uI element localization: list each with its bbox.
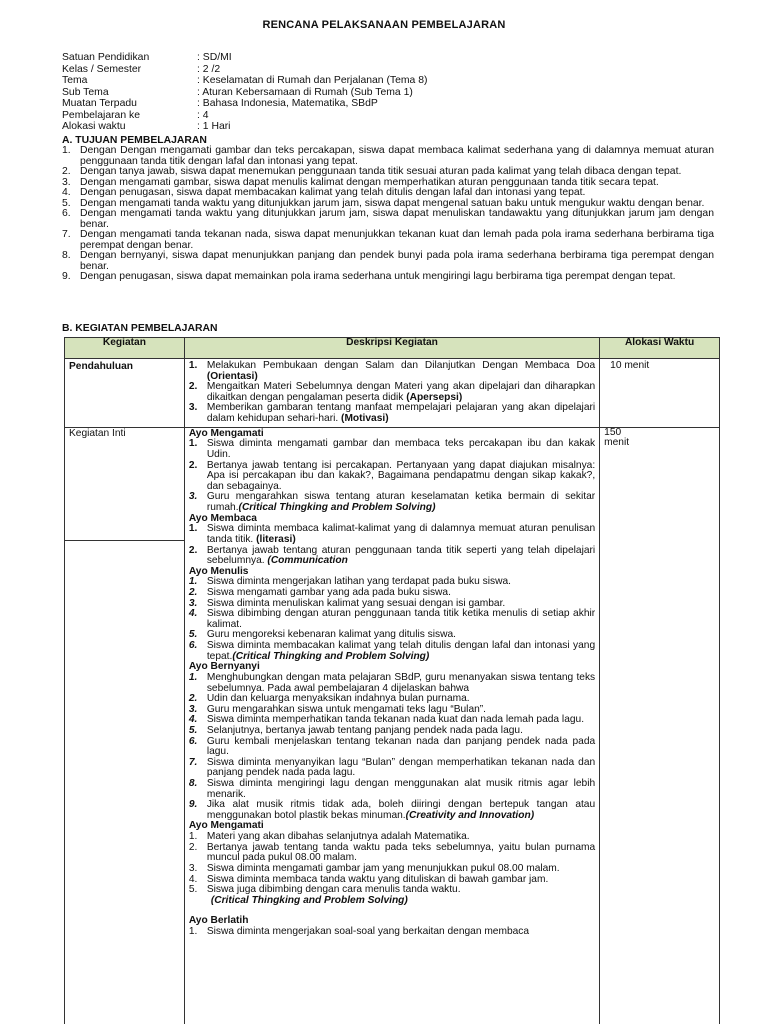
goal-number: 6. [62,208,71,219]
item-text-main: Menghubungkan dengan mata pelajaran SBdP, guru menanyakan siswa tentang teks sebelumnya. Pada awal pembelajaran 4 dijelaskan bahwa [206,672,596,694]
item-text [207,461,595,493]
item-text [207,609,595,630]
table-header-row [65,338,720,359]
list-item [189,843,595,864]
item-text [207,641,595,662]
item-number: 1. [188,523,198,535]
list-item [189,673,595,694]
item-text [207,382,595,403]
item-number: 2. [188,381,198,393]
item-text [207,737,595,758]
item-number: 3. [188,597,198,609]
item-tag: (Orientasi) [206,370,258,382]
pendahuluan-label: Pendahuluan [65,359,185,428]
goal-item [62,167,714,178]
goal-text: Dengan mengamati tanda tekanan nada, siswa dapat menunjukkan tekanan kuat dan lemah pada pola irama sederhana berbirama tiga perempat dengan benar. [80,229,714,251]
activity-heading: Ayo Membaca [188,512,257,524]
item-number: 1. [188,672,198,684]
identity-label: Sub Tema [62,86,109,98]
item-text-main: Melakukan Pembukaan dengan Salam dan Dilanjutkan Dengan Membaca Doa [206,360,596,371]
identity-label: Tema [62,75,88,86]
pendahuluan-alokasi-text: 10 menit [610,360,650,371]
list-item [189,927,595,938]
pendahuluan-alokasi [600,359,720,428]
item-tag-italic: (Critical Thingking and Problem Solving) [232,650,430,662]
item-tag: (literasi) [256,533,296,545]
item-number: 1. [188,926,198,938]
list-item [189,439,595,460]
item-text [207,779,595,800]
item-text-main: Guru mengoreksi kebenaran kalimat yang ditulis siswa. [206,629,456,641]
item-text-main: Siswa dibimbing dengan aturan penggunaan tanda titik ketika menulis di setiap akhir kalimat. [206,608,596,630]
inti-alokasi-line2: menit [604,437,630,449]
identity-row [62,121,427,133]
list-item [189,492,595,513]
identity-row [62,87,427,99]
goal-text: Dengan mengamati tanda waktu yang ditunjukkan jarum jam, siswa dapat mengenal satuan baku untuk mengukur waktu dengan benar. [80,197,705,209]
item-number: 1. [188,438,198,450]
list-item [189,758,595,779]
identity-value: : Bahasa Indonesia, Matematika, SBdP [197,98,378,109]
item-text [207,492,595,513]
identity-value: : Keselamatan di Rumah dan Perjalanan (Tema 8) [197,75,428,86]
inti-label-subcell [65,540,184,1024]
activity-tail [189,896,595,907]
item-number: 8. [188,777,198,789]
item-text [207,927,595,938]
goal-number: 4. [62,187,71,198]
item-text-main: Siswa diminta mengamati gambar dan membaca teks percakapan ibu dan kakak Udin. [206,438,596,460]
item-text-main: Bertanya jawab tentang isi percakapan. Pertanyaan yang dapat diajukan misalnya: Apa isi percakapan ibu dan kakak?, Bagaimana pendapatmu dengan sikap kakak?, dan sebagainya. [206,459,596,492]
item-number: 9. [188,799,198,811]
item-text-main: Siswa diminta menyanyikan lagu “Bulan” dengan memperhatikan tekanan nada dan panjang pendek nada pada lagu. [206,756,596,779]
identity-row [62,98,427,110]
goal-text: Dengan Dengan mengamati gambar dan teks percakapan, siswa dapat membaca kalimat sederhana yang di dalamnya memuat aturan penggunaan tanda titik dengan lafal dan intonasi yang tepat. [80,145,714,167]
identity-label: Satuan Pendidikan [62,52,150,63]
item-number: 1. [188,831,198,843]
item-text-main: Memberikan gambaran tentang manfaat mempelajari pelajaran yang akan dipelajari dalam kehidupan sehari-hari. [206,402,596,424]
goal-number: 5. [62,197,71,209]
goal-number: 9. [62,271,71,282]
item-number: 2. [188,693,198,705]
item-number: 1. [188,576,198,588]
item-text [207,758,595,779]
inti-label [65,428,184,540]
inti-alokasi-line1: 150 [604,426,622,438]
goal-item [62,251,714,272]
item-number: 6. [188,735,198,747]
list-item [189,737,595,758]
item-text [207,546,595,567]
item-tag-italic: (Communication [267,555,348,567]
identity-label: Alokasi waktu [62,121,126,132]
item-number: 2. [188,841,198,853]
goal-text: Dengan mengamati gambar, siswa dapat menulis kalimat dengan memperhatikan aturan penggunaan tanda titik secara tepat. [80,176,659,188]
item-text-main: Mengaitkan Materi Sebelumnya dengan Materi yang akan dipelajari dan diharapkan dikaitkan dengan pengalaman peserta didik [206,381,596,403]
item-number: 5. [188,725,198,736]
identity-value: : Aturan Kebersamaan di Rumah (Sub Tema 1) [197,86,413,98]
identity-value: : 1 Hari [197,121,231,132]
goal-number: 8. [62,250,71,261]
item-text-main: Jika alat musik ritmis tidak ada, boleh diiringi dengan bertepuk tangan atau menggunakan botol plastik bekas minuman. [206,799,596,821]
item-number: 5. [188,629,198,641]
item-text-main: Siswa mengamati gambar yang ada pada buku siswa. [206,587,451,599]
section-b-heading: B. KEGIATAN PEMBELAJARAN [62,323,218,334]
identity-value: : 4 [197,109,209,121]
item-text-main: Siswa diminta menuliskan kalimat yang sesuai dengan isi gambar. [206,597,506,609]
item-number: 4. [188,608,198,620]
item-text-main: Bertanya jawab tentang aturan penggunaan tanda titik seperti yang telah dipelajari sebelumnya. [206,544,596,567]
section-a-heading: A. TUJUAN PEMBELAJARAN [62,135,207,146]
identity-label: Pembelajaran ke [62,109,140,121]
item-tag-italic: (Critical Thingking and Problem Solving) [238,501,436,513]
identity-label: Muatan Terpadu [62,98,137,109]
item-text-main: Materi yang akan dibahas selanjutnya adalah Matematika. [206,831,470,843]
list-item [189,546,595,567]
activity-heading: Ayo Mengamati [188,427,264,439]
document-title: RENCANA PELAKSANAAN PEMBELAJARAN [262,19,506,31]
item-number: 5. [188,884,198,896]
activity-heading: Ayo Mengamati [188,820,264,832]
goal-number: 1. [62,145,71,156]
goal-item [62,272,714,283]
item-tag-italic: (Critical Thingking and Problem Solving) [210,894,408,906]
item-text-main: Siswa diminta mengerjakan soal-soal yang berkaitan dengan membaca [206,926,530,938]
item-text-main: Siswa diminta membaca kalimat-kalimat yang di dalamnya memuat aturan penulisan tanda titik. [206,523,596,545]
goal-number: 3. [62,176,71,188]
item-text-main: Udin dan keluarga menyaksikan indahnya bulan purnama. [206,693,470,705]
goal-number: 7. [62,229,71,240]
goal-item [62,209,714,230]
activity-heading: Ayo Bernyanyi [188,661,260,673]
inti-alokasi [600,427,720,1024]
item-number: 4. [188,873,198,885]
activity-heading: Ayo Berlatih [188,915,249,927]
item-number: 4. [188,714,198,726]
row-pendahuluan [65,359,720,428]
identity-row [62,52,427,64]
identity-label: Kelas / Semester [62,63,142,75]
goals-list [62,146,714,283]
identity-block [62,52,427,133]
header-kegiatan: Kegiatan [65,338,185,359]
item-text-main: Guru mengarahkan siswa untuk mengamati teks lagu “Bulan”. [206,703,486,715]
goal-text: Dengan penugasan, siswa dapat memainkan pola irama sederhana untuk mengiringi lagu berbirama tiga perempat dengan tepat. [80,271,676,282]
goal-number: 2. [62,166,71,177]
item-text-main: Siswa diminta memperhatikan tanda tekanan nada kuat dan nada lemah pada lagu. [206,714,585,726]
item-number: 2. [188,587,198,599]
item-text-main: Siswa diminta mengamati gambar jam yang menunjukkan pukul 08.00 malam. [206,862,560,874]
item-tag: (Apersepsi) [406,391,463,403]
list-item [189,779,595,800]
identity-value: : 2 /2 [197,63,221,75]
list-item [189,641,595,662]
item-text [207,439,595,460]
goal-item [62,146,714,167]
item-number: 3. [188,491,198,503]
item-text-main: Siswa diminta membacakan kalimat yang telah ditulis dengan lafal dan intonasi yang tepat. [206,640,596,662]
list-item [189,403,595,424]
item-text-main: Siswa diminta membaca tanda waktu yang dituliskan di bawah gambar jam. [206,873,549,885]
item-number: 3. [188,862,198,874]
item-text [207,524,595,545]
goal-text: Dengan bernyanyi, siswa dapat menunjukkan panjang dan pendek bunyi pada pola irama sederhana berbirama tiga perempat dengan benar. [80,250,714,272]
inti-label-cell [65,427,185,1024]
item-text [207,403,595,424]
activity-heading: Ayo Menulis [188,565,249,577]
header-alokasi: Alokasi Waktu [600,338,720,359]
inti-description [184,427,599,1024]
item-number: 2. [188,459,198,471]
goal-text: Dengan penugasan, siswa dapat membacakan kalimat yang telah ditulis dengan lafal dan intonasi yang tepat. [80,187,586,198]
item-text-main: Siswa diminta mengerjakan latihan yang terdapat pada buku siswa. [206,576,511,588]
item-text-main: Selanjutnya, bertanya jawab tentang panjang pendek nada pada lagu. [206,725,523,736]
identity-row [62,64,427,76]
item-text-main: Siswa juga dibimbing dengan cara menulis tanda waktu. [206,884,461,896]
list-item [189,524,595,545]
list-item [189,800,595,821]
inti-label-text: Kegiatan Inti [69,427,126,439]
row-inti [65,427,720,1024]
item-tag: (Motivasi) [341,412,389,424]
item-text-main: Siswa diminta mengiringi lagu dengan menggunakan alat musik ritmis agar lebih menarik. [206,777,596,800]
goal-item [62,188,714,199]
item-number: 2. [188,544,198,556]
list-item [189,609,595,630]
item-number: 7. [188,756,198,768]
list-item [189,382,595,403]
item-text [207,673,595,694]
item-number: 3. [188,703,198,715]
goal-item [62,230,714,251]
header-deskripsi: Deskripsi Kegiatan [184,338,599,359]
item-text [207,843,595,864]
activities-table [64,337,720,1024]
identity-value: : SD/MI [197,52,232,63]
item-number: 1. [188,360,198,371]
item-text-main: Guru kembali menjelaskan tentang tekanan nada dan panjang pendek nada pada lagu. [206,735,596,758]
item-number: 3. [188,402,198,414]
item-tag-italic: (Creativity and Innovation) [405,809,535,821]
item-number: 6. [188,640,198,652]
pendahuluan-description [184,359,599,428]
goal-text: Dengan tanya jawab, siswa dapat menemukan penggunaan tanda titik sesuai aturan pada kalimat yang telah dibaca dengan tepat. [80,166,682,177]
list-item [189,361,595,382]
item-text [207,800,595,821]
item-text [207,361,595,382]
item-text-main: Bertanya jawab tentang tanda waktu pada teks sebelumnya, yaitu bulan purnama muncul pada pukul 08.00 malam. [206,841,596,864]
item-text-main: Guru mengarahkan siswa tentang aturan keselamatan ketika bermain di sekitar rumah. [206,491,596,513]
goal-text: Dengan mengamati tanda waktu yang ditunjukkan jarum jam, siswa dapat menuliskan tandawaktu yang ditunjukkan jarum jam dengan benar. [80,208,714,230]
identity-row [62,110,427,122]
identity-row [62,75,427,87]
spacer [189,906,595,916]
list-item [189,461,595,493]
